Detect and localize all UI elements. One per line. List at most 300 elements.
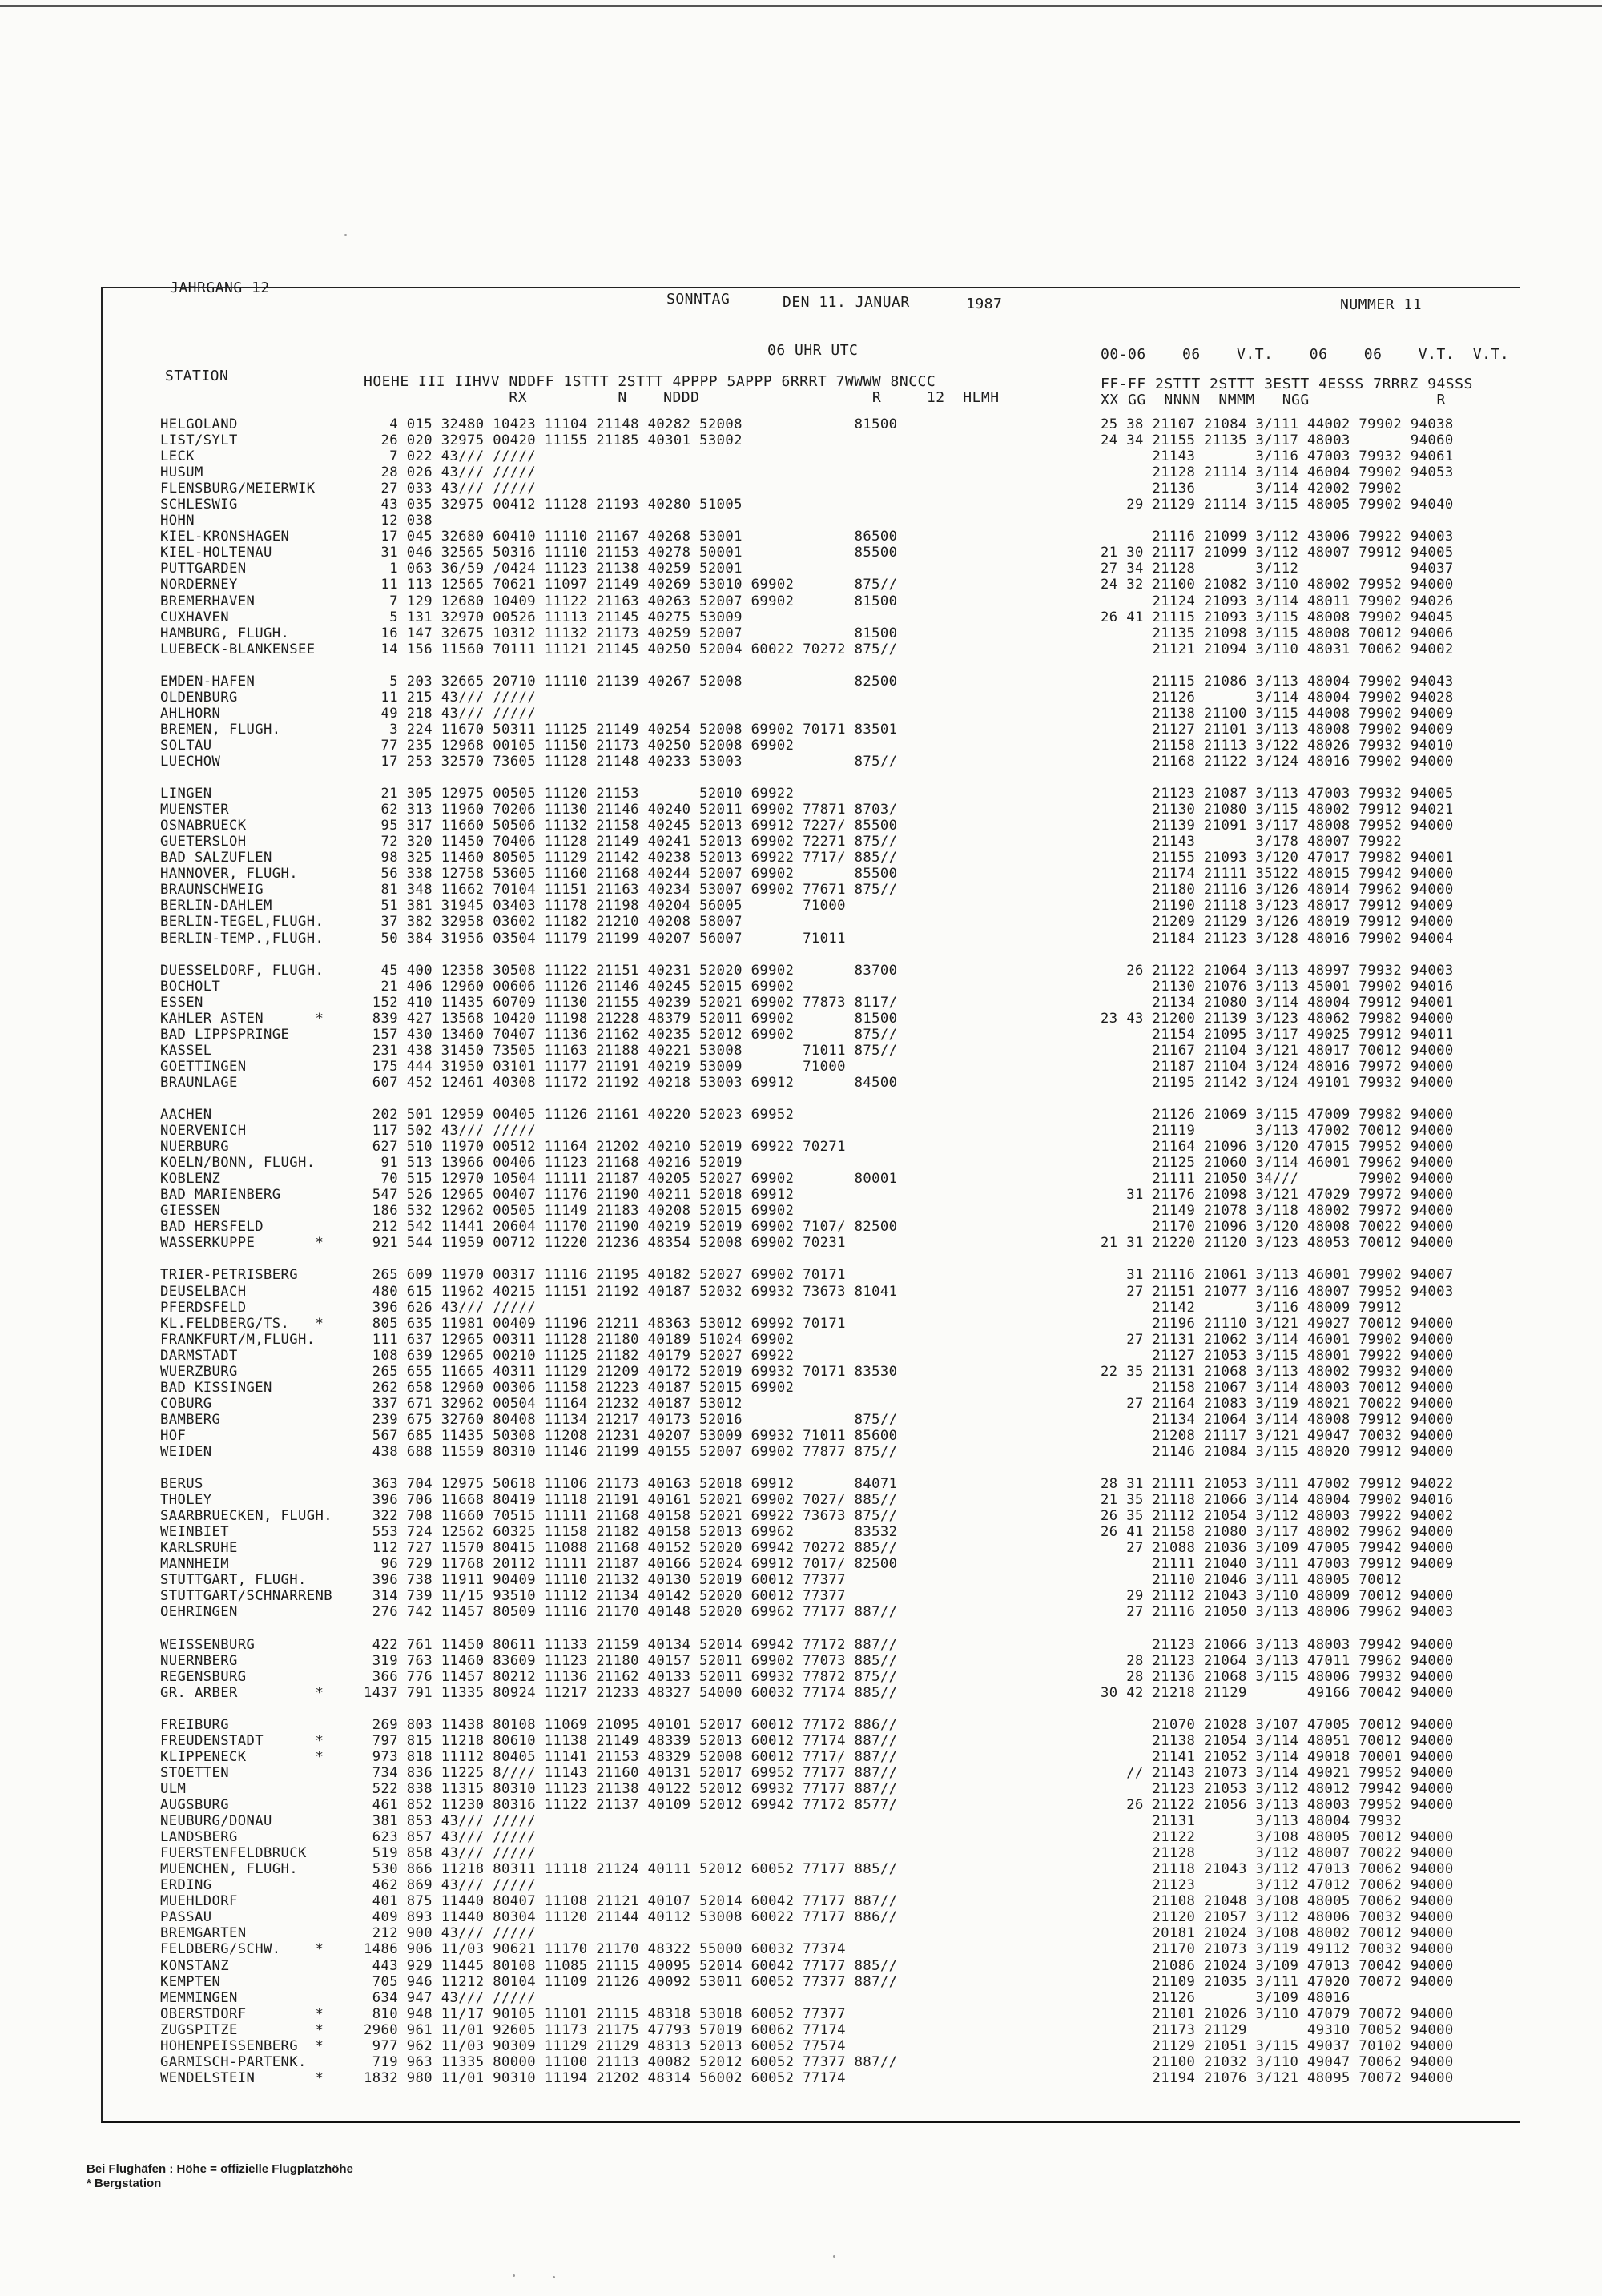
synop-groups: 70 515 12970 10504 11111 21187 40205 52027 69902 80001 bbox=[364, 1171, 898, 1188]
synop-groups: 72 320 11450 70406 11128 21149 40241 52013 69902 72271 875// bbox=[364, 834, 898, 850]
station-name: PASSAU bbox=[160, 1909, 212, 1926]
synop-groups: 1 063 36/59 /0424 11123 21138 40259 52001 bbox=[364, 561, 743, 577]
right-period-header: 00-06 06 V.T. 06 06 V.T. V.T. bbox=[1101, 346, 1510, 363]
summary-groups: 21086 21024 3/109 47013 70042 94000 bbox=[1101, 1957, 1454, 1974]
station-name: HAMBURG, FLUGH. bbox=[160, 625, 290, 641]
station-name: WEISSENBURG bbox=[160, 1636, 256, 1653]
summary-groups: 21134 21080 3/114 48004 79912 94001 bbox=[1101, 994, 1454, 1011]
summary-groups: 27 21088 21036 3/109 47005 79942 94000 bbox=[1101, 1540, 1454, 1557]
station-name: LUECHOW bbox=[160, 753, 221, 770]
station-name: FELDBERG/SCHW. * bbox=[160, 1941, 324, 1958]
summary-groups: 21127 21101 3/113 48008 79902 94009 bbox=[1101, 721, 1454, 738]
synop-groups: 56 338 12758 53605 11160 21168 40244 52007 69902 85500 bbox=[364, 866, 898, 883]
synop-groups: 5 203 32665 20710 11110 21139 40267 52008 82500 bbox=[364, 673, 898, 690]
summary-groups: 21108 21048 3/108 48005 70062 94000 bbox=[1101, 1893, 1454, 1910]
synop-groups: 839 427 13568 10420 11198 21228 48379 52011 69902 81500 bbox=[364, 1010, 898, 1027]
synop-groups: 522 838 11315 80310 11123 21138 40122 52012 69932 77177 887// bbox=[364, 1780, 898, 1797]
station-name: FREUDENSTADT * bbox=[160, 1732, 324, 1749]
summary-groups: 24 32 21100 21082 3/110 48002 79952 94000 bbox=[1101, 577, 1454, 593]
summary-groups: 21149 21078 3/118 48002 79972 94000 bbox=[1101, 1203, 1454, 1220]
group-spacer bbox=[1101, 657, 1517, 674]
synop-groups: 231 438 31450 73505 11163 21188 40221 53008 71011 875// bbox=[364, 1042, 898, 1059]
summary-groups: 21128 3/112 48007 70022 94000 bbox=[1101, 1845, 1454, 1862]
synop-groups: 480 615 11962 40215 11151 21192 40187 52032 69932 73673 81041 bbox=[364, 1283, 898, 1300]
synop-group-column bbox=[364, 416, 1028, 2086]
synop-groups: 607 452 12461 40308 11172 21192 40218 53003 69912 84500 bbox=[364, 1074, 898, 1091]
summary-groups: 27 21131 21062 3/114 46001 79902 94000 bbox=[1101, 1331, 1454, 1348]
summary-groups: 21155 21093 3/120 47017 79982 94001 bbox=[1101, 850, 1454, 867]
summary-groups: 21109 21035 3/111 47020 70072 94000 bbox=[1101, 1973, 1454, 1990]
synop-groups: 797 815 11218 80610 11138 21149 48339 52013 60012 77174 887// bbox=[364, 1732, 898, 1749]
summary-groups: 21136 3/114 42002 79902 bbox=[1101, 481, 1403, 497]
summary-groups: 21110 21046 3/111 48005 70012 bbox=[1101, 1572, 1403, 1589]
summary-groups: 21174 21111 35122 48015 79942 94000 bbox=[1101, 866, 1454, 883]
station-name: LINGEN bbox=[160, 786, 212, 802]
station-name: COBURG bbox=[160, 1395, 212, 1412]
summary-groups: 21190 21118 3/123 48017 79912 94009 bbox=[1101, 898, 1454, 915]
summary-groups: // 21143 21073 3/114 49021 79952 94000 bbox=[1101, 1764, 1454, 1781]
summary-groups: 27 21164 21083 3/119 48021 70022 94000 bbox=[1101, 1395, 1454, 1412]
station-name: BRAUNLAGE bbox=[160, 1074, 238, 1091]
station-name: HOF bbox=[160, 1427, 187, 1444]
summary-groups: 27 21151 21077 3/116 48007 79952 94003 bbox=[1101, 1283, 1454, 1300]
station-name: OSNABRUECK bbox=[160, 818, 247, 834]
station-name: HELGOLAND bbox=[160, 416, 238, 432]
station-name: LANDSBERG bbox=[160, 1829, 238, 1846]
summary-groups: 28 21123 21064 3/113 47011 79962 94000 bbox=[1101, 1652, 1454, 1669]
synop-groups: 276 742 11457 80509 11116 21170 40148 52020 69962 77177 887// bbox=[364, 1604, 898, 1621]
station-name: BAD MARIENBERG bbox=[160, 1187, 281, 1204]
station-name: WASSERKUPPE * bbox=[160, 1235, 324, 1252]
station-name: STUTTGART, FLUGH. bbox=[160, 1572, 307, 1589]
group-spacer bbox=[160, 770, 360, 786]
summary-groups: 21173 21129 49310 70052 94000 bbox=[1101, 2021, 1454, 2038]
synop-groups: 11 113 12565 70621 11097 21149 40269 53010 69902 875// bbox=[364, 577, 898, 593]
summary-groups: 21143 3/178 48007 79922 bbox=[1101, 834, 1403, 850]
synop-groups: 396 626 43/// ///// bbox=[364, 1299, 536, 1316]
station-name: GOETTINGEN bbox=[160, 1058, 247, 1075]
synop-groups: 623 857 43/// ///// bbox=[364, 1829, 536, 1846]
synop-groups: 4 015 32480 10423 11104 21148 40282 52008 81500 bbox=[364, 416, 898, 432]
station-name: EMDEN-HAFEN bbox=[160, 673, 256, 690]
synop-groups: 1832 980 11/01 90310 11194 21202 48314 56002 60052 77174 bbox=[364, 2069, 846, 2086]
synop-groups: 43 035 32975 00412 11128 21193 40280 51005 bbox=[364, 497, 743, 513]
synop-groups: 108 639 12965 00210 11125 21182 40179 52027 69922 bbox=[364, 1347, 795, 1364]
station-name: BERLIN-TEMP.,FLUGH. bbox=[160, 930, 324, 947]
group-spacer bbox=[160, 1621, 360, 1637]
synop-groups: 396 706 11668 80419 11118 21191 40161 52021 69902 7027/ 885// bbox=[364, 1492, 898, 1509]
station-name: BREMGARTEN bbox=[160, 1925, 247, 1942]
summary-groups: 21130 21080 3/115 48002 79912 94021 bbox=[1101, 802, 1454, 818]
synop-groups: 212 900 43/// ///// bbox=[364, 1925, 536, 1942]
year-label: 1987 bbox=[966, 296, 1003, 312]
group-spacer bbox=[1101, 1460, 1517, 1476]
station-name: CUXHAVEN bbox=[160, 609, 229, 625]
station-name: NUERNBERG bbox=[160, 1652, 238, 1669]
synop-groups: 409 893 11440 80304 11120 21144 40112 53008 60022 77177 886// bbox=[364, 1909, 898, 1926]
summary-groups: 21123 21066 3/113 48003 79942 94000 bbox=[1101, 1636, 1454, 1653]
station-name: STUTTGART/SCHNARRENB bbox=[160, 1588, 332, 1605]
synop-groups: 366 776 11457 80212 11136 21162 40133 52011 69932 77872 875// bbox=[364, 1668, 898, 1685]
summary-groups: 29 21112 21043 3/110 48009 70012 94000 bbox=[1101, 1588, 1454, 1605]
synop-groups: 337 671 32962 00504 11164 21232 40187 53012 bbox=[364, 1395, 743, 1412]
summary-groups: 31 21176 21098 3/121 47029 79972 94000 bbox=[1101, 1187, 1454, 1204]
station-name: REGENSBURG bbox=[160, 1668, 247, 1685]
station-name: HOHN bbox=[160, 513, 195, 529]
station-name: BOCHOLT bbox=[160, 978, 221, 995]
synop-groups: 530 866 11218 80311 11118 21124 40111 52012 60052 77177 885// bbox=[364, 1861, 898, 1878]
station-name: BAD SALZUFLEN bbox=[160, 850, 272, 867]
station-name-column bbox=[160, 416, 360, 2086]
station-name: MEMMINGEN bbox=[160, 1989, 238, 2006]
summary-groups: 21131 3/113 48004 79932 bbox=[1101, 1813, 1403, 1830]
summary-groups: 21125 21060 3/114 46001 79962 94000 bbox=[1101, 1155, 1454, 1172]
synop-groups: 705 946 11212 80104 11109 21126 40092 53011 60052 77377 887// bbox=[364, 1973, 898, 1990]
synop-groups: 152 410 11435 60709 11130 21155 40239 52021 69902 77873 8117/ bbox=[364, 994, 898, 1011]
date-label: DEN 11. JANUAR bbox=[783, 294, 910, 311]
scan-speck bbox=[344, 234, 347, 236]
summary-groups: 21208 21117 3/121 49047 70032 94000 bbox=[1101, 1427, 1454, 1444]
summary-groups: 25 38 21107 21084 3/111 44002 79902 94038 bbox=[1101, 416, 1454, 432]
synop-groups: 37 382 32958 03602 11182 21210 40208 58007 bbox=[364, 914, 743, 931]
station-name: ZUGSPITZE * bbox=[160, 2021, 324, 2038]
group-spacer bbox=[364, 1621, 1028, 1637]
station-name: GR. ARBER * bbox=[160, 1684, 324, 1701]
synop-groups: 262 658 12960 00306 11158 21223 40187 52015 69902 bbox=[364, 1379, 795, 1396]
summary-groups: 29 21129 21114 3/115 48005 79902 94040 bbox=[1101, 497, 1454, 513]
summary-groups: 21122 3/108 48005 70012 94000 bbox=[1101, 1829, 1454, 1846]
scan-top-edge bbox=[0, 5, 1602, 7]
summary-groups: 28 21136 21068 3/115 48006 79932 94000 bbox=[1101, 1668, 1454, 1685]
summary-groups: 23 43 21200 21139 3/123 48062 79982 94000 bbox=[1101, 1010, 1454, 1027]
synop-groups: 5 131 32970 00526 11113 21145 40275 53009 bbox=[364, 609, 743, 625]
summary-groups: 21134 21064 3/114 48008 79912 94000 bbox=[1101, 1411, 1454, 1428]
group-spacer bbox=[1101, 1251, 1517, 1267]
synop-groups: 627 510 11970 00512 11164 21202 40210 52019 69922 70271 bbox=[364, 1139, 846, 1156]
station-column-header: STATION bbox=[165, 368, 229, 384]
station-name: AUGSBURG bbox=[160, 1797, 229, 1814]
summary-groups: 21168 21122 3/124 48016 79902 94000 bbox=[1101, 753, 1454, 770]
synop-groups: 202 501 12959 00405 11126 21161 40220 52023 69952 bbox=[364, 1107, 795, 1124]
synop-groups: 175 444 31950 03101 11177 21191 40219 53009 71000 bbox=[364, 1058, 846, 1075]
station-name: AACHEN bbox=[160, 1107, 212, 1124]
summary-groups: 21111 21040 3/111 47003 79912 94009 bbox=[1101, 1556, 1454, 1573]
summary-groups: 21111 21050 34/// 79902 94000 bbox=[1101, 1171, 1454, 1188]
day-label: SONNTAG bbox=[666, 291, 731, 308]
station-name: BREMERHAVEN bbox=[160, 593, 256, 609]
station-name: NORDERNEY bbox=[160, 577, 238, 593]
synop-groups: 1437 791 11335 80924 11217 21233 48327 54000 60032 77174 885// bbox=[364, 1684, 898, 1701]
summary-groups: 21121 21094 3/110 48031 70062 94002 bbox=[1101, 641, 1454, 657]
synop-groups: 805 635 11981 00409 11196 21211 48363 53012 69992 70171 bbox=[364, 1315, 846, 1332]
station-name: WEIDEN bbox=[160, 1444, 212, 1460]
station-name: MANNHEIM bbox=[160, 1556, 229, 1573]
synop-groups: 977 962 11/03 90309 11129 21129 48313 52013 60052 77574 bbox=[364, 2037, 846, 2054]
group-spacer bbox=[1101, 770, 1517, 786]
summary-groups: 21 30 21117 21099 3/112 48007 79912 94005 bbox=[1101, 545, 1454, 561]
group-spacer bbox=[160, 1701, 360, 1717]
station-name: WEINBIET bbox=[160, 1524, 229, 1541]
summary-groups: 21116 21099 3/112 43006 79922 94003 bbox=[1101, 529, 1454, 545]
synop-groups: 973 818 11112 80405 11141 21153 48329 52008 60012 7717/ 887// bbox=[364, 1748, 898, 1765]
station-name: NOERVENICH bbox=[160, 1123, 247, 1140]
group-spacer bbox=[364, 947, 1028, 963]
summary-groups: 21170 21073 3/119 49112 70032 94000 bbox=[1101, 1941, 1454, 1958]
synop-groups: 265 609 11970 00317 11116 21195 40182 52027 69902 70171 bbox=[364, 1267, 846, 1284]
station-name: PUTTGARDEN bbox=[160, 561, 247, 577]
synop-groups: 7 022 43/// ///// bbox=[364, 448, 536, 465]
synop-groups: 96 729 11768 20112 11111 21187 40166 52024 69912 7017/ 82500 bbox=[364, 1556, 898, 1573]
synop-groups: 11 215 43/// ///// bbox=[364, 689, 536, 706]
group-spacer bbox=[160, 947, 360, 963]
summary-groups: 21194 21076 3/121 48095 70072 94000 bbox=[1101, 2069, 1454, 2086]
summary-groups: 21118 21043 3/112 47013 70062 94000 bbox=[1101, 1861, 1454, 1878]
synop-groups: 553 724 12562 60325 11158 21182 40158 52013 69962 83532 bbox=[364, 1524, 898, 1541]
summary-groups: 22 35 21131 21068 3/113 48002 79932 94000 bbox=[1101, 1363, 1454, 1380]
summary-groups: 21115 21086 3/113 48004 79902 94043 bbox=[1101, 673, 1454, 690]
station-name: TRIER-PETRISBERG bbox=[160, 1267, 298, 1284]
station-name: LUEBECK-BLANKENSEE bbox=[160, 641, 316, 657]
station-name: ERDING bbox=[160, 1877, 212, 1894]
station-name: BRAUNSCHWEIG bbox=[160, 882, 264, 899]
summary-groups: 21126 3/114 48004 79902 94028 bbox=[1101, 689, 1454, 706]
summary-groups: 21196 21110 3/121 49027 70012 94000 bbox=[1101, 1315, 1454, 1332]
synop-groups: 117 502 43/// ///// bbox=[364, 1123, 536, 1140]
station-name: BAD HERSFELD bbox=[160, 1219, 264, 1236]
synop-groups: 21 406 12960 00606 11126 21146 40245 52015 69902 bbox=[364, 978, 795, 995]
summary-groups: 21142 3/116 48009 79912 bbox=[1101, 1299, 1403, 1316]
synop-groups: 95 317 11660 50506 11132 21158 40245 52013 69912 7227/ 85500 bbox=[364, 818, 898, 834]
station-name: WENDELSTEIN * bbox=[160, 2069, 324, 2086]
synop-groups: 363 704 12975 50618 11106 21173 40163 52018 69912 84071 bbox=[364, 1476, 898, 1493]
synop-groups: 719 963 11335 80000 11100 21113 40082 52012 60052 77377 887// bbox=[364, 2053, 898, 2070]
summary-groups: 21141 21052 3/114 49018 70001 94000 bbox=[1101, 1748, 1454, 1765]
station-name: GARMISCH-PARTENK. bbox=[160, 2053, 307, 2070]
left-code-header-2: RX N NDDD R 12 HLMH bbox=[364, 389, 1000, 406]
scan-speck bbox=[553, 2276, 555, 2278]
synop-groups: 921 544 11959 00712 11220 21236 48354 52008 69902 70231 bbox=[364, 1235, 846, 1252]
synop-groups: 810 948 11/17 90105 11101 21115 48318 53018 60052 77377 bbox=[364, 2005, 846, 2022]
scan-speck bbox=[513, 2274, 515, 2277]
station-name: FREIBURG bbox=[160, 1716, 229, 1733]
observation-time: 06 UHR UTC bbox=[767, 342, 859, 359]
summary-groups: 21154 21095 3/117 49025 79912 94011 bbox=[1101, 1026, 1454, 1043]
summary-groups: 27 34 21128 3/112 94037 bbox=[1101, 561, 1454, 577]
synop-groups: 265 655 11665 40311 11129 21209 40172 52019 69932 70171 83530 bbox=[364, 1363, 898, 1380]
station-name: BERLIN-TEGEL,FLUGH. bbox=[160, 914, 324, 931]
station-name: SAARBRUECKEN, FLUGH. bbox=[160, 1508, 332, 1525]
synop-groups: 45 400 12358 30508 11122 21151 40231 52020 69902 83700 bbox=[364, 962, 898, 979]
synop-groups: 519 858 43/// ///// bbox=[364, 1845, 536, 1862]
station-name: KAHLER ASTEN * bbox=[160, 1010, 324, 1027]
station-name: FUERSTENFELDBRUCK bbox=[160, 1845, 307, 1862]
synop-groups: 567 685 11435 50308 11208 21231 40207 53009 69932 71011 85600 bbox=[364, 1427, 898, 1444]
synop-groups: 438 688 11559 80310 11146 21199 40155 52007 69902 77877 875// bbox=[364, 1444, 898, 1460]
synop-groups: 91 513 13966 00406 11123 21168 40216 52019 bbox=[364, 1155, 743, 1172]
synop-groups: 16 147 32675 10312 11132 21173 40259 52007 81500 bbox=[364, 625, 898, 641]
synop-groups: 239 675 32760 80408 11134 21217 40173 52016 875// bbox=[364, 1411, 898, 1428]
summary-groups: 26 41 21158 21080 3/117 48002 79962 94000 bbox=[1101, 1524, 1454, 1541]
group-spacer bbox=[160, 1460, 360, 1476]
summary-groups: 21164 21096 3/120 47015 79952 94000 bbox=[1101, 1139, 1454, 1156]
summary-groups: 21158 21067 3/114 48003 70012 94000 bbox=[1101, 1379, 1454, 1396]
station-name: KL.FELDBERG/TS. * bbox=[160, 1315, 324, 1332]
station-name: OBERSTDORF * bbox=[160, 2005, 324, 2022]
summary-groups: 21130 21076 3/113 45001 79902 94016 bbox=[1101, 978, 1454, 995]
station-name: KOELN/BONN, FLUGH. bbox=[160, 1155, 316, 1172]
station-name: KASSEL bbox=[160, 1042, 212, 1059]
synop-groups: 27 033 43/// ///// bbox=[364, 481, 536, 497]
synop-groups: 98 325 11460 80505 11129 21142 40238 52013 69922 7717/ 885// bbox=[364, 850, 898, 867]
synop-groups: 31 046 32565 50316 11110 21153 40278 50001 85500 bbox=[364, 545, 898, 561]
issue-number: NUMMER 11 bbox=[1340, 296, 1423, 313]
group-spacer bbox=[364, 1251, 1028, 1267]
daily-summary-column bbox=[1101, 416, 1517, 2086]
synop-groups: 12 038 bbox=[364, 513, 433, 529]
station-name: DEUSELBACH bbox=[160, 1283, 247, 1300]
station-name: FRANKFURT/M,FLUGH. bbox=[160, 1331, 316, 1348]
summary-groups: 28 31 21111 21053 3/111 47002 79912 94022 bbox=[1101, 1476, 1454, 1493]
synop-groups: 461 852 11230 80316 11122 21137 40109 52012 69942 77172 8577/ bbox=[364, 1797, 898, 1814]
summary-groups: 26 35 21112 21054 3/112 48003 79922 94002 bbox=[1101, 1508, 1454, 1525]
summary-groups: 21126 3/109 48016 bbox=[1101, 1989, 1350, 2006]
synop-groups: 112 727 11570 80415 11088 21168 40152 52020 69942 70272 885// bbox=[364, 1540, 898, 1557]
synop-groups: 634 947 43/// ///// bbox=[364, 1989, 536, 2006]
synop-groups: 49 218 43/// ///// bbox=[364, 705, 536, 722]
right-code-header-2: XX GG NNNN NMMM NGG R bbox=[1101, 392, 1446, 408]
left-code-header-1: HOEHE III IIHVV NDDFF 1STTT 2STTT 4PPPP 5APPP 6RRRT 7WWWW 8NCCC bbox=[364, 373, 936, 390]
synop-groups: 17 045 32680 60410 11110 21167 40268 53001 86500 bbox=[364, 529, 898, 545]
synop-groups: 186 532 12962 00505 11149 21183 40208 52015 69902 bbox=[364, 1203, 795, 1220]
scan-speck bbox=[833, 2255, 835, 2258]
group-spacer bbox=[160, 1091, 360, 1107]
synop-groups: 212 542 11441 20604 11170 21190 40219 52019 69902 7107/ 82500 bbox=[364, 1219, 898, 1236]
summary-groups: 21123 21087 3/113 47003 79932 94005 bbox=[1101, 786, 1454, 802]
station-name: ULM bbox=[160, 1780, 187, 1797]
synop-groups: 422 761 11450 80611 11133 21159 40134 52014 69942 77172 887// bbox=[364, 1636, 898, 1653]
synop-groups: 3 224 11670 50311 11125 21149 40254 52008 69902 70171 83501 bbox=[364, 721, 898, 738]
station-name: LIST/SYLT bbox=[160, 432, 238, 449]
group-spacer bbox=[364, 657, 1028, 674]
summary-groups: 21127 21053 3/115 48001 79922 94000 bbox=[1101, 1347, 1454, 1364]
group-spacer bbox=[364, 1091, 1028, 1107]
station-name: MUEHLDORF bbox=[160, 1893, 238, 1910]
synop-groups: 1486 906 11/03 90621 11170 21170 48322 55000 60032 77374 bbox=[364, 1941, 846, 1958]
summary-groups: 26 41 21115 21093 3/115 48008 79902 94045 bbox=[1101, 609, 1454, 625]
synop-groups: 7 129 12680 10409 11122 21163 40263 52007 69902 81500 bbox=[364, 593, 898, 609]
station-name: KIEL-HOLTENAU bbox=[160, 545, 272, 561]
synop-groups: 269 803 11438 80108 11069 21095 40101 52017 60012 77172 886// bbox=[364, 1716, 898, 1733]
synop-groups: 111 637 12965 00311 11128 21180 40189 51024 69902 bbox=[364, 1331, 795, 1348]
station-name: STOETTEN bbox=[160, 1764, 229, 1781]
group-spacer bbox=[364, 1460, 1028, 1476]
station-name: BAD LIPPSPRINGE bbox=[160, 1026, 290, 1043]
station-name: SOLTAU bbox=[160, 737, 212, 754]
summary-groups: 21138 21100 3/115 44008 79902 94009 bbox=[1101, 705, 1454, 722]
summary-groups: 21187 21104 3/124 48016 79972 94000 bbox=[1101, 1058, 1454, 1075]
station-name: HANNOVER, FLUGH. bbox=[160, 866, 298, 883]
summary-groups: 21167 21104 3/121 48017 70012 94000 bbox=[1101, 1042, 1454, 1059]
synop-groups: 734 836 11225 8//// 11143 21160 40131 52017 69952 77177 887// bbox=[364, 1764, 898, 1781]
group-spacer bbox=[160, 657, 360, 674]
synop-groups: 62 313 11960 70206 11130 21146 40240 52011 69902 77871 8703/ bbox=[364, 802, 898, 818]
synop-groups: 17 253 32570 73605 11128 21148 40233 53003 875// bbox=[364, 753, 898, 770]
summary-groups: 21170 21096 3/120 48008 70022 94000 bbox=[1101, 1219, 1454, 1236]
synop-groups: 51 381 31945 03403 11178 21198 40204 56005 71000 bbox=[364, 898, 846, 915]
station-name: HUSUM bbox=[160, 464, 203, 481]
station-name: DARMSTADT bbox=[160, 1347, 238, 1364]
summary-groups: 21146 21084 3/115 48020 79912 94000 bbox=[1101, 1444, 1454, 1460]
station-name: AHLHORN bbox=[160, 705, 221, 722]
synop-groups: 396 738 11911 90409 11110 21132 40130 52019 60012 77377 bbox=[364, 1572, 846, 1589]
summary-groups: 21100 21032 3/110 49047 70062 94000 bbox=[1101, 2053, 1454, 2070]
station-name: MUENCHEN, FLUGH. bbox=[160, 1861, 298, 1878]
summary-groups: 21123 21053 3/112 48012 79942 94000 bbox=[1101, 1780, 1454, 1797]
group-spacer bbox=[1101, 947, 1517, 963]
station-name: OLDENBURG bbox=[160, 689, 238, 706]
synop-groups: 2960 961 11/01 92605 11173 21175 47793 57019 60062 77174 bbox=[364, 2021, 846, 2038]
synop-groups: 322 708 11660 70515 11111 21168 40158 52021 69922 73673 875// bbox=[364, 1508, 898, 1525]
summary-groups: 21128 21114 3/114 46004 79902 94053 bbox=[1101, 464, 1454, 481]
station-name: HOHENPEISSENBERG * bbox=[160, 2037, 324, 2054]
summary-groups: 20181 21024 3/108 48002 70012 94000 bbox=[1101, 1925, 1454, 1942]
station-name: THOLEY bbox=[160, 1492, 212, 1509]
synop-groups: 462 869 43/// ///// bbox=[364, 1877, 536, 1894]
station-name: OEHRINGEN bbox=[160, 1604, 238, 1621]
station-name: MUENSTER bbox=[160, 802, 229, 818]
station-name: DUESSELDORF, FLUGH. bbox=[160, 962, 324, 979]
summary-groups: 21124 21093 3/114 48011 79902 94026 bbox=[1101, 593, 1454, 609]
summary-groups: 21209 21129 3/126 48019 79912 94000 bbox=[1101, 914, 1454, 931]
station-name: KARLSRUHE bbox=[160, 1540, 238, 1557]
synop-groups: 26 020 32975 00420 11155 21185 40301 53002 bbox=[364, 432, 743, 449]
station-name: BERLIN-DAHLEM bbox=[160, 898, 272, 915]
synop-groups: 157 430 13460 70407 11136 21162 40235 52012 69902 875// bbox=[364, 1026, 898, 1043]
jahrgang-label: JAHRGANG 12 bbox=[170, 279, 270, 296]
station-name: KOBLENZ bbox=[160, 1171, 221, 1188]
station-name: NUERBURG bbox=[160, 1139, 229, 1156]
summary-groups: 26 21122 21064 3/113 48997 79932 94003 bbox=[1101, 962, 1454, 979]
station-name: BAD KISSINGEN bbox=[160, 1379, 272, 1396]
synop-groups: 381 853 43/// ///// bbox=[364, 1813, 536, 1830]
summary-groups bbox=[1101, 513, 1517, 529]
synop-groups: 443 929 11445 80108 11085 21115 40095 52014 60042 77177 885// bbox=[364, 1957, 898, 1974]
synop-groups: 14 156 11560 70111 11121 21145 40250 52004 60022 70272 875// bbox=[364, 641, 898, 657]
synop-groups: 28 026 43/// ///// bbox=[364, 464, 536, 481]
summary-groups: 21120 21057 3/112 48006 70032 94000 bbox=[1101, 1909, 1454, 1926]
station-name: KIEL-KRONSHAGEN bbox=[160, 529, 290, 545]
summary-groups: 21143 3/116 47003 79932 94061 bbox=[1101, 448, 1454, 465]
station-name: FLENSBURG/MEIERWIK bbox=[160, 481, 316, 497]
station-name: WUERZBURG bbox=[160, 1363, 238, 1380]
summary-groups: 21101 21026 3/110 47079 70072 94000 bbox=[1101, 2005, 1454, 2022]
station-name: GUETERSLOH bbox=[160, 834, 247, 850]
summary-groups: 21135 21098 3/115 48008 70012 94006 bbox=[1101, 625, 1454, 641]
station-name: KEMPTEN bbox=[160, 1973, 221, 1990]
summary-groups: 21129 21051 3/115 49037 70102 94000 bbox=[1101, 2037, 1454, 2054]
summary-groups: 21123 3/112 47012 70062 94000 bbox=[1101, 1877, 1454, 1894]
station-name: KONSTANZ bbox=[160, 1957, 229, 1974]
synop-groups: 77 235 12968 00105 11150 21173 40250 52008 69902 bbox=[364, 737, 795, 754]
summary-groups: 21138 21054 3/114 48051 70012 94000 bbox=[1101, 1732, 1454, 1749]
summary-groups: 21158 21113 3/122 48026 79932 94010 bbox=[1101, 737, 1454, 754]
station-name: LECK bbox=[160, 448, 195, 465]
summary-groups: 27 21116 21050 3/113 48006 79962 94003 bbox=[1101, 1604, 1454, 1621]
group-spacer bbox=[364, 1701, 1028, 1717]
summary-groups: 30 42 21218 21129 49166 70042 94000 bbox=[1101, 1684, 1454, 1701]
summary-groups: 21195 21142 3/124 49101 79932 94000 bbox=[1101, 1074, 1454, 1091]
synop-groups: 319 763 11460 83609 11123 21180 40157 52011 69902 77073 885// bbox=[364, 1652, 898, 1669]
